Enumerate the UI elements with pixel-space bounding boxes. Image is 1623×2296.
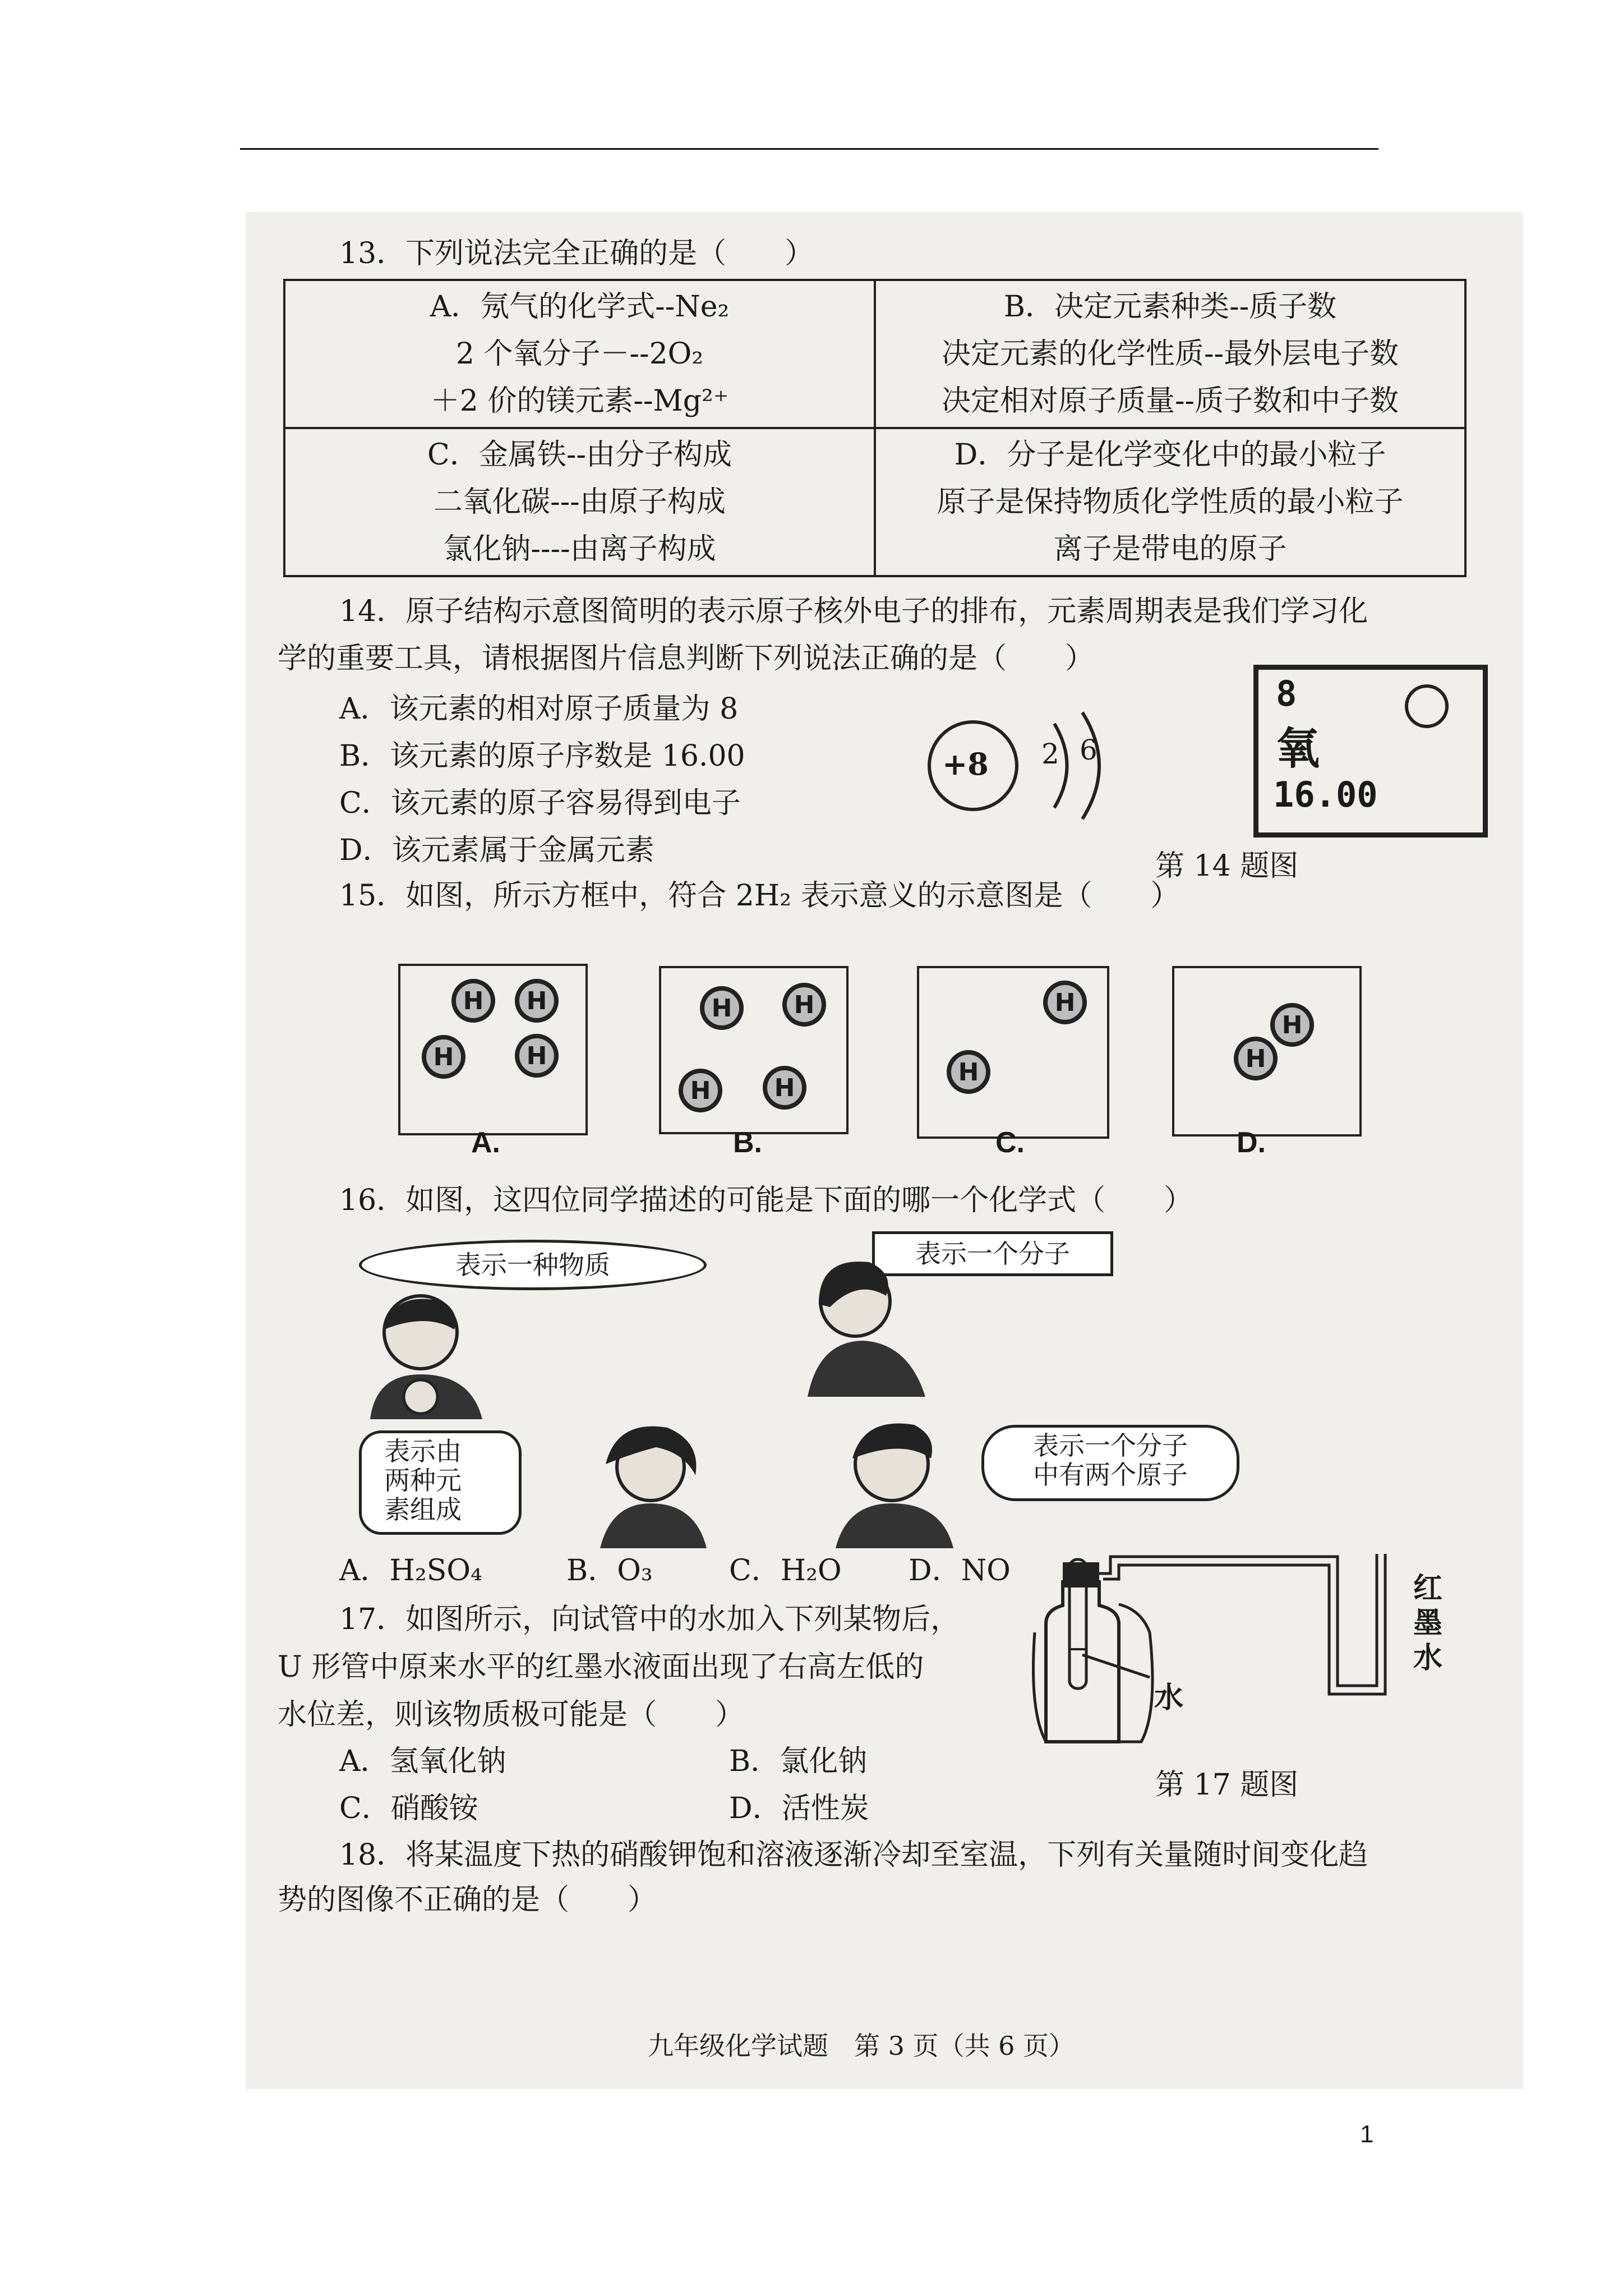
- bubble3-line1: 表示由: [384, 1436, 462, 1466]
- element-atomic-number: 8: [1276, 673, 1297, 714]
- q13-b-line1: B．决定元素种类--质子数: [1003, 290, 1337, 324]
- q13-stem: 13．下列说法完全正确的是（ ）: [339, 237, 814, 270]
- q16-option-d: D．NO: [909, 1554, 1011, 1588]
- q17-stem-line3: 水位差，则该物质极可能是（ ）: [278, 1698, 745, 1732]
- hydrogen-atom: H: [1234, 1037, 1278, 1080]
- q13-a-line3: ＋2 价的镁元素--Mg²⁺: [430, 384, 729, 418]
- speech-bubble-1: 表示一种物质: [359, 1240, 707, 1290]
- q13-b-line2: 决定元素的化学性质--最外层电子数: [941, 337, 1399, 371]
- q17-option-a: A．氢氧化钠: [339, 1745, 506, 1778]
- q15-label-d: D.: [1237, 1126, 1266, 1159]
- hydrogen-atom: H: [422, 1035, 465, 1079]
- u-tube-apparatus-diagram: [1007, 1543, 1410, 1756]
- q14-option-a: A．该元素的相对原子质量为 8: [339, 692, 739, 726]
- hydrogen-atom: H: [1043, 981, 1087, 1024]
- q17-stem-line1: 17．如图所示，向试管中的水加入下列某物后，: [339, 1603, 960, 1636]
- q16-stem: 16．如图，这四位同学描述的可能是下面的哪一个化学式（ ）: [339, 1184, 1193, 1217]
- q13-a-line1: A．氖气的化学式--Ne₂: [430, 290, 730, 324]
- q16-option-a: A．H₂SO₄: [339, 1554, 482, 1588]
- nucleus-charge: +8: [942, 746, 989, 782]
- hydrogen-atom: H: [782, 983, 826, 1027]
- hydrogen-atom: H: [947, 1050, 990, 1094]
- q13-d-line1: D．分子是化学变化中的最小粒子: [954, 438, 1386, 472]
- q17-option-d: D．活性炭: [729, 1792, 869, 1825]
- q13-c-line3: 氯化钠----由离子构成: [443, 532, 716, 566]
- label-red-ink-1: 红: [1413, 1572, 1443, 1605]
- q13-cell-b: [875, 280, 1465, 428]
- q17-caption: 第 17 题图: [1155, 1768, 1299, 1802]
- q18-stem-line2: 势的图像不正确的是（ ）: [278, 1883, 657, 1917]
- bubble4-line2: 中有两个原子: [1033, 1460, 1188, 1490]
- speech-bubble-4: [981, 1425, 1239, 1501]
- q14-stem-line1: 14．原子结构示意图简明的表示原子核外电子的排布，元素周期表是我们学习化: [339, 595, 1368, 628]
- q13-table: [283, 279, 1467, 577]
- q17-option-c: C．硝酸铵: [339, 1792, 478, 1825]
- element-mass: 16.00: [1273, 774, 1378, 815]
- bubble4-line1: 表示一个分子: [1033, 1430, 1188, 1461]
- speech-bubble-3: [359, 1430, 522, 1535]
- shell-electrons-1: 2: [1041, 738, 1059, 770]
- label-water: 水: [1154, 1681, 1184, 1715]
- bubble3-line3: 素组成: [384, 1494, 462, 1525]
- element-name: 氧: [1276, 723, 1320, 774]
- q13-cell-a: [284, 280, 875, 428]
- shell-electrons-2: 6: [1080, 734, 1098, 766]
- q18-stem-line1: 18．将某温度下热的硝酸钾饱和溶液逐渐冷却至室温，下列有关量随时间变化趋: [339, 1838, 1368, 1872]
- student-figure-2: [796, 1251, 942, 1397]
- hydrogen-atom: H: [679, 1069, 722, 1112]
- speech-bubble-2: 表示一个分子: [872, 1231, 1113, 1276]
- q14-option-c: C．该元素的原子容易得到电子: [339, 786, 741, 820]
- q17-option-b: B．氯化钠: [729, 1745, 868, 1778]
- q15-label-c: C.: [995, 1126, 1025, 1159]
- hydrogen-atom: H: [763, 1066, 806, 1110]
- q13-cell-c: [284, 428, 875, 576]
- q13-d-line3: 离子是带电的原子: [1053, 532, 1287, 566]
- hydrogen-atom: H: [1270, 1003, 1314, 1047]
- q14-option-d: D．该元素属于金属元素: [339, 834, 654, 867]
- bubble3-line2: 两种元: [384, 1465, 462, 1496]
- q13-b-line3: 决定相对原子质量--质子数和中子数: [941, 384, 1399, 418]
- label-red-ink-2: 墨: [1413, 1607, 1443, 1640]
- q13-c-line2: 二氧化碳---由原子构成: [434, 485, 726, 519]
- header-rule: [240, 148, 1378, 150]
- hydrogen-atom: H: [700, 986, 744, 1030]
- label-red-ink-3: 水: [1413, 1641, 1443, 1675]
- student-figure-4: [813, 1414, 970, 1548]
- q16-option-c: C．H₂O: [729, 1554, 842, 1588]
- q15-label-b: B.: [733, 1126, 762, 1159]
- q15-label-a: A.: [471, 1126, 500, 1159]
- element-circle-icon: [1405, 684, 1449, 728]
- page-number: 1: [1360, 2120, 1374, 2148]
- student-figure-3: [572, 1419, 718, 1548]
- page-footer: 九年级化学试题 第 3 页（共 6 页）: [648, 2031, 1075, 2061]
- q14-option-b: B．该元素的原子序数是 16.00: [339, 739, 745, 773]
- q17-stem-line2: U 形管中原来水平的红墨水液面出现了右高左低的: [278, 1650, 924, 1684]
- hydrogen-atom: H: [515, 1034, 559, 1078]
- q14-caption: 第 14 题图: [1155, 849, 1299, 883]
- hydrogen-atom: H: [451, 979, 495, 1023]
- student-figure-1: [359, 1290, 527, 1419]
- hydrogen-atom: H: [515, 979, 559, 1023]
- q13-cell-d: [875, 428, 1465, 576]
- q15-stem: 15．如图，所示方框中，符合 2H₂ 表示意义的示意图是（ ）: [339, 879, 1180, 913]
- q13-a-line2: 2 个氧分子－--2O₂: [455, 337, 704, 371]
- q13-c-line1: C．金属铁--由分子构成: [427, 438, 732, 472]
- q14-stem-line2: 学的重要工具，请根据图片信息判断下列说法正确的是（ ）: [278, 642, 1095, 675]
- q16-option-b: B．O₃: [566, 1554, 653, 1588]
- q13-d-line2: 原子是保持物质化学性质的最小粒子: [937, 485, 1404, 519]
